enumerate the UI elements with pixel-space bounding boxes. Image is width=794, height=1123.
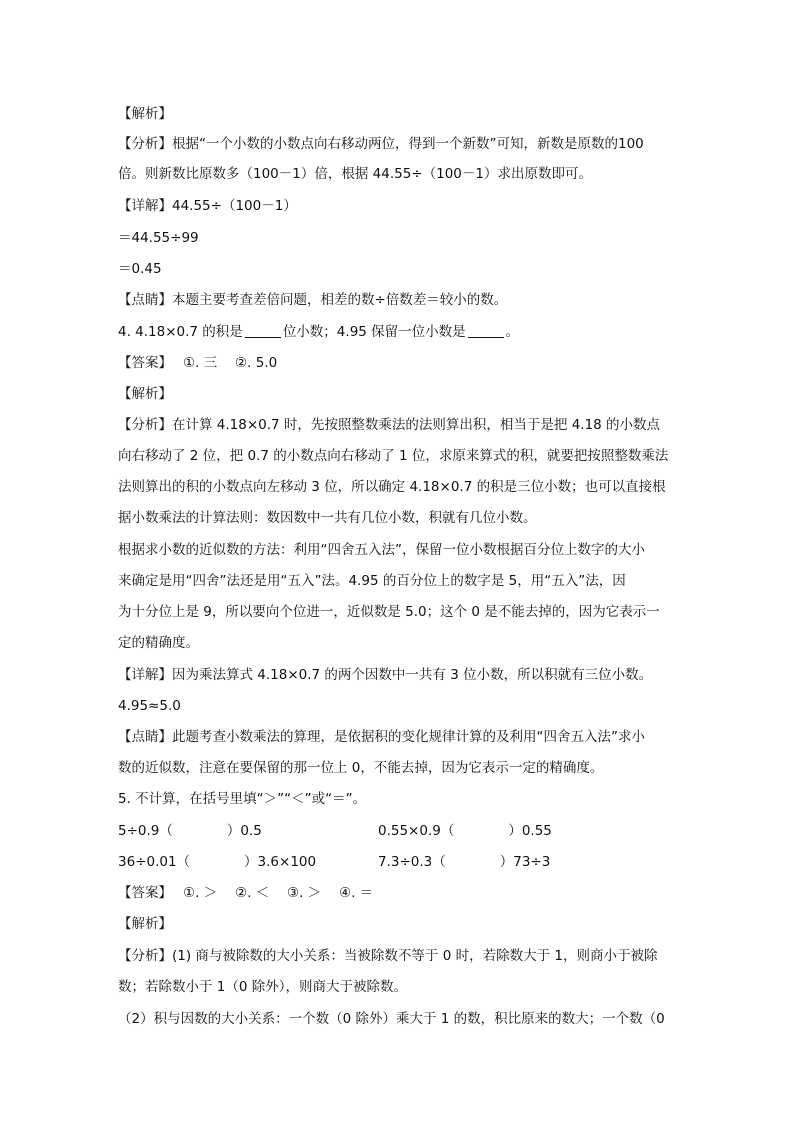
detail-text: 【详解】44.55÷（100－1） <box>118 198 297 214</box>
section-heading-analysis: 【解析】 <box>118 916 172 932</box>
analysis-text: 来确定是用“四舍”法还是用“五入”法。4.95 的百分位上的数字是 5，用“五入”法，因 <box>118 573 626 589</box>
analysis-text: 向右移动了 2 位，把 0.7 的小数点向右移动了 1 位，求原来算式的积，就要把按照整数乘法 <box>118 448 669 464</box>
comparison-item: 36÷0.01（ ）3.6×100 <box>118 854 317 870</box>
analysis-text: 倍。则新数比原数多（100－1）倍，根据 44.55÷（100－1）求出原数即可。 <box>118 166 592 182</box>
section-heading-analysis: 【解析】 <box>118 386 172 402</box>
question-4-part-1: 4. 4.18×0.7 的积是 <box>118 324 243 340</box>
analysis-text: 【分析】(1) 商与被除数的大小关系：当被除数不等于 0 时，若除数大于 1，则商小于被除 <box>118 948 658 964</box>
comparison-row <box>118 821 678 841</box>
answer-blank <box>245 323 281 338</box>
question-4-part-2: 位小数；4.95 保留一位小数是 <box>282 324 466 340</box>
analysis-text: 法则算出的积的小数点向左移动 3 位，所以确定 4.18×0.7 的积是三位小数；也可以直接根 <box>118 479 666 495</box>
section-heading-analysis: 【解析】 <box>118 106 172 122</box>
comparison-item: 7.3÷0.3（ ）73÷3 <box>378 854 551 870</box>
question-4 <box>118 322 519 342</box>
equation-line: ＝44.55÷99 <box>118 230 199 246</box>
analysis-text: 【分析】在计算 4.18×0.7 时，先按照整数乘法的法则算出积，相当于是把 4.18 的小数点 <box>118 417 661 433</box>
question-5: 5. 不计算，在括号里填“＞”“＜”或“＝”。 <box>118 791 367 807</box>
detail-text: 【详解】因为乘法算式 4.18×0.7 的两个因数中一共有 3 位小数，所以积就有三位小数。 <box>118 667 653 683</box>
analysis-text: （2）积与因数的大小关系：一个数（0 除外）乘大于 1 的数，积比原来的数大；一个数（0 <box>118 1011 665 1027</box>
analysis-text: 数；若除数小于 1（0 除外），则商大于被除数。 <box>118 979 408 995</box>
analysis-text: 定的精确度。 <box>118 635 199 651</box>
comparison-item: 0.55×0.9（ ）0.55 <box>378 823 552 839</box>
analysis-text: 【分析】根据“一个小数的小数点向右移动两位，得到一个新数”可知，新数是原数的100 <box>118 136 644 152</box>
comparison-row <box>118 852 678 872</box>
answer-line: 【答案】 ①. ＞ ②. ＜ ③. ＞ ④. ＝ <box>118 885 374 901</box>
key-point-text: 【点睛】此题考查小数乘法的算理，是依据积的变化规律计算的及利用“四舍五入法”求小 <box>118 729 645 745</box>
question-4-part-3: 。 <box>505 324 520 340</box>
key-point-text: 【点睛】本题主要考查差倍问题，相差的数÷倍数差＝较小的数。 <box>118 292 508 308</box>
analysis-text: 为十分位上是 9，所以要向个位进一，近似数是 5.0；这个 0 是不能去掉的，因为它表示一 <box>118 604 660 620</box>
comparison-item: 5÷0.9（ ）0.5 <box>118 823 262 839</box>
analysis-text: 据小数乘法的计算法则：数因数中一共有几位小数，积就有几位小数。 <box>118 510 537 526</box>
equation-line: ＝0.45 <box>118 261 162 277</box>
key-point-text: 数的近似数，注意在要保留的那一位上 0，不能去掉，因为它表示一定的精确度。 <box>118 760 604 776</box>
answer-blank <box>468 323 504 338</box>
equation-line: 4.95≈5.0 <box>118 698 181 714</box>
answer-line: 【答案】 ①. 三 ②. 5.0 <box>118 355 278 371</box>
analysis-text: 根据求小数的近似数的方法：利用“四舍五入法”，保留一位小数根据百分位上数字的大小 <box>118 542 645 558</box>
